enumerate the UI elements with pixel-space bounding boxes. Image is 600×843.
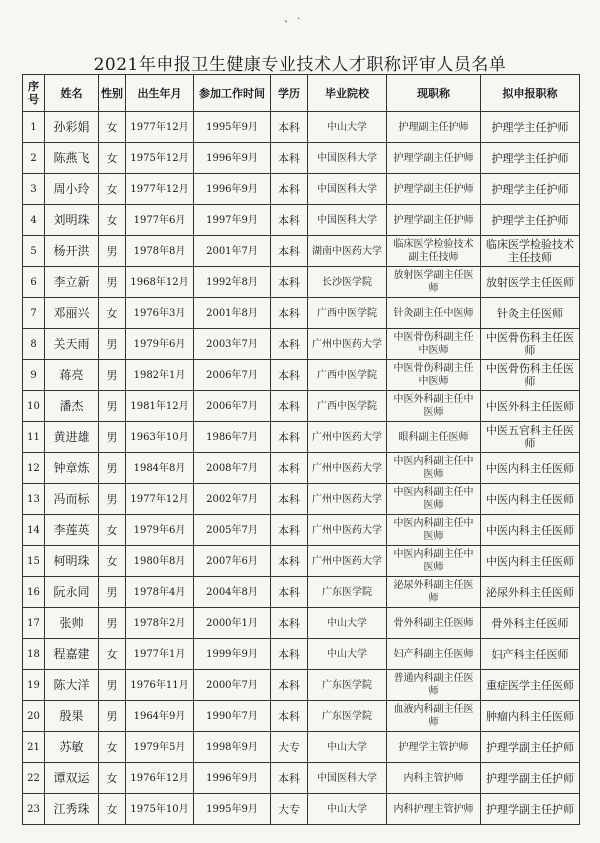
cell-no: 23 xyxy=(23,794,45,825)
personnel-table xyxy=(22,74,580,825)
cell-name: 谭双运 xyxy=(45,763,99,794)
cell-work-start: 2008年7月 xyxy=(194,453,271,484)
cell-education: 本科 xyxy=(271,360,308,391)
cell-name: 李莲英 xyxy=(45,515,99,546)
cell-no: 20 xyxy=(23,701,45,732)
cell-education: 本科 xyxy=(271,577,308,608)
cell-no: 10 xyxy=(23,391,45,422)
cell-birth: 1979年6月 xyxy=(126,329,194,360)
cell-no: 6 xyxy=(23,267,45,298)
cell-applied-title: 护理学主任护师 xyxy=(481,205,580,236)
cell-applied-title: 泌尿外科主任医师 xyxy=(481,577,580,608)
cell-work-start: 2003年7月 xyxy=(194,329,271,360)
cell-sex: 男 xyxy=(99,484,126,515)
cell-current-title: 泌尿外科副主任医师 xyxy=(387,577,481,608)
cell-no: 5 xyxy=(23,236,45,267)
cell-school: 广州中医药大学 xyxy=(308,546,387,577)
cell-current-title: 内科护理主管护师 xyxy=(387,794,481,825)
cell-current-title: 放射医学副主任医师 xyxy=(387,267,481,298)
cell-work-start: 1986年7月 xyxy=(194,422,271,453)
cell-applied-title: 护理学副主任护师 xyxy=(481,732,580,763)
table-row xyxy=(23,794,580,825)
cell-current-title: 骨外科副主任医师 xyxy=(387,608,481,639)
cell-no: 17 xyxy=(23,608,45,639)
cell-school: 广西中医学院 xyxy=(308,360,387,391)
cell-work-start: 2006年7月 xyxy=(194,391,271,422)
cell-sex: 女 xyxy=(99,143,126,174)
cell-no: 12 xyxy=(23,453,45,484)
cell-school: 中山大学 xyxy=(308,794,387,825)
cell-name: 杨开洪 xyxy=(45,236,99,267)
cell-name: 邓丽兴 xyxy=(45,298,99,329)
cell-education: 本科 xyxy=(271,546,308,577)
cell-sex: 女 xyxy=(99,298,126,329)
table-row xyxy=(23,453,580,484)
cell-sex: 男 xyxy=(99,267,126,298)
cell-applied-title: 中医骨伤科主任医师 xyxy=(481,360,580,391)
table-row xyxy=(23,515,580,546)
cell-current-title: 中医内科副主任中医师 xyxy=(387,453,481,484)
cell-school: 广州中医药大学 xyxy=(308,515,387,546)
cell-school: 广州中医药大学 xyxy=(308,329,387,360)
cell-work-start: 1996年9月 xyxy=(194,174,271,205)
cell-birth: 1982年1月 xyxy=(126,360,194,391)
cell-education: 本科 xyxy=(271,484,308,515)
header-row xyxy=(23,75,580,112)
cell-current-title: 中医骨伤科副主任中医师 xyxy=(387,360,481,391)
table-row xyxy=(23,143,580,174)
cell-current-title: 临床医学检验技术副主任技师 xyxy=(387,236,481,267)
cell-applied-title: 护理学主任护师 xyxy=(481,174,580,205)
cell-name: 潘杰 xyxy=(45,391,99,422)
cell-school: 广州中医药大学 xyxy=(308,422,387,453)
cell-birth: 1984年8月 xyxy=(126,453,194,484)
table-row xyxy=(23,701,580,732)
cell-applied-title: 中医内科主任医师 xyxy=(481,484,580,515)
page-mark: 、 · xyxy=(284,14,301,25)
cell-sex: 男 xyxy=(99,329,126,360)
cell-no: 7 xyxy=(23,298,45,329)
cell-education: 大专 xyxy=(271,794,308,825)
table-row xyxy=(23,608,580,639)
cell-work-start: 2005年7月 xyxy=(194,515,271,546)
cell-birth: 1977年12月 xyxy=(126,112,194,143)
cell-work-start: 2007年6月 xyxy=(194,546,271,577)
cell-applied-title: 重症医学主任医师 xyxy=(481,670,580,701)
table-row xyxy=(23,546,580,577)
cell-education: 本科 xyxy=(271,174,308,205)
table-body xyxy=(23,112,580,825)
cell-applied-title: 护理学副主任护师 xyxy=(481,763,580,794)
cell-current-title: 护理副主任护师 xyxy=(387,112,481,143)
cell-education: 本科 xyxy=(271,112,308,143)
table-row xyxy=(23,422,580,453)
cell-school: 中山大学 xyxy=(308,608,387,639)
cell-birth: 1977年12月 xyxy=(126,484,194,515)
cell-work-start: 1995年9月 xyxy=(194,112,271,143)
cell-current-title: 中医内科副主任中医师 xyxy=(387,484,481,515)
cell-current-title: 针灸副主任中医师 xyxy=(387,298,481,329)
cell-applied-title: 中医外科主任医师 xyxy=(481,391,580,422)
cell-no: 8 xyxy=(23,329,45,360)
cell-sex: 女 xyxy=(99,174,126,205)
table-row xyxy=(23,732,580,763)
cell-education: 本科 xyxy=(271,236,308,267)
cell-birth: 1981年12月 xyxy=(126,391,194,422)
cell-school: 湖南中医药大学 xyxy=(308,236,387,267)
header-applied-title: 拟申报职称 xyxy=(481,75,580,112)
cell-name: 陈大洋 xyxy=(45,670,99,701)
cell-sex: 男 xyxy=(99,453,126,484)
cell-education: 本科 xyxy=(271,670,308,701)
cell-current-title: 中医骨伤科副主任中医师 xyxy=(387,329,481,360)
cell-sex: 男 xyxy=(99,577,126,608)
cell-name: 柯明珠 xyxy=(45,546,99,577)
header-education: 学历 xyxy=(271,75,308,112)
cell-current-title: 护理学副主任护师 xyxy=(387,143,481,174)
cell-education: 本科 xyxy=(271,298,308,329)
cell-current-title: 中医内科副主任中医师 xyxy=(387,546,481,577)
cell-education: 本科 xyxy=(271,205,308,236)
cell-school: 广州中医药大学 xyxy=(308,453,387,484)
cell-current-title: 护理学副主任护师 xyxy=(387,205,481,236)
cell-work-start: 2000年7月 xyxy=(194,670,271,701)
cell-birth: 1976年11月 xyxy=(126,670,194,701)
cell-school: 中山大学 xyxy=(308,112,387,143)
cell-birth: 1963年10月 xyxy=(126,422,194,453)
cell-name: 张帅 xyxy=(45,608,99,639)
cell-no: 22 xyxy=(23,763,45,794)
header-work-start: 参加工作时间 xyxy=(194,75,271,112)
cell-birth: 1979年5月 xyxy=(126,732,194,763)
cell-current-title: 眼科副主任医师 xyxy=(387,422,481,453)
cell-sex: 女 xyxy=(99,639,126,670)
table-row xyxy=(23,391,580,422)
cell-education: 本科 xyxy=(271,763,308,794)
table-row xyxy=(23,267,580,298)
cell-work-start: 1992年8月 xyxy=(194,267,271,298)
cell-education: 本科 xyxy=(271,267,308,298)
cell-birth: 1976年3月 xyxy=(126,298,194,329)
cell-no: 15 xyxy=(23,546,45,577)
cell-sex: 男 xyxy=(99,391,126,422)
cell-work-start: 1990年7月 xyxy=(194,701,271,732)
cell-applied-title: 骨外科主任医师 xyxy=(481,608,580,639)
cell-applied-title: 中医五官科主任医师 xyxy=(481,422,580,453)
cell-no: 18 xyxy=(23,639,45,670)
cell-name: 关天雨 xyxy=(45,329,99,360)
cell-no: 9 xyxy=(23,360,45,391)
header-current-title: 现职称 xyxy=(387,75,481,112)
cell-birth: 1977年12月 xyxy=(126,174,194,205)
cell-sex: 男 xyxy=(99,422,126,453)
cell-current-title: 护理学主管护师 xyxy=(387,732,481,763)
cell-no: 2 xyxy=(23,143,45,174)
cell-sex: 女 xyxy=(99,515,126,546)
cell-work-start: 2006年7月 xyxy=(194,360,271,391)
cell-name: 阮永同 xyxy=(45,577,99,608)
cell-school: 中国医科大学 xyxy=(308,763,387,794)
cell-birth: 1968年12月 xyxy=(126,267,194,298)
cell-education: 大专 xyxy=(271,732,308,763)
cell-birth: 1975年10月 xyxy=(126,794,194,825)
cell-applied-title: 护理学主任护师 xyxy=(481,143,580,174)
cell-school: 中国医科大学 xyxy=(308,174,387,205)
cell-sex: 男 xyxy=(99,701,126,732)
cell-education: 本科 xyxy=(271,515,308,546)
cell-no: 13 xyxy=(23,484,45,515)
cell-work-start: 1995年9月 xyxy=(194,794,271,825)
cell-birth: 1975年12月 xyxy=(126,143,194,174)
cell-name: 江秀珠 xyxy=(45,794,99,825)
cell-school: 中国医科大学 xyxy=(308,205,387,236)
table-row xyxy=(23,763,580,794)
header-school: 毕业院校 xyxy=(308,75,387,112)
table-row xyxy=(23,484,580,515)
table-row xyxy=(23,577,580,608)
cell-sex: 女 xyxy=(99,794,126,825)
cell-current-title: 中医内科副主任中医师 xyxy=(387,515,481,546)
cell-sex: 男 xyxy=(99,360,126,391)
cell-sex: 女 xyxy=(99,205,126,236)
cell-birth: 1980年8月 xyxy=(126,546,194,577)
cell-applied-title: 中医骨伤科主任医师 xyxy=(481,329,580,360)
cell-current-title: 普通内科副主任医师 xyxy=(387,670,481,701)
table-row xyxy=(23,298,580,329)
cell-name: 李立新 xyxy=(45,267,99,298)
cell-applied-title: 肿瘤内科主任医师 xyxy=(481,701,580,732)
header-birth: 出生年月 xyxy=(126,75,194,112)
cell-name: 孙彩娟 xyxy=(45,112,99,143)
cell-applied-title: 妇产科主任医师 xyxy=(481,639,580,670)
cell-school: 广东医学院 xyxy=(308,670,387,701)
cell-no: 11 xyxy=(23,422,45,453)
cell-school: 广西中医学院 xyxy=(308,298,387,329)
cell-school: 广西中医学院 xyxy=(308,391,387,422)
cell-school: 中山大学 xyxy=(308,732,387,763)
table-row xyxy=(23,174,580,205)
cell-applied-title: 中医内科主任医师 xyxy=(481,546,580,577)
cell-work-start: 2001年7月 xyxy=(194,236,271,267)
header-sex: 性别 xyxy=(99,75,126,112)
cell-birth: 1976年12月 xyxy=(126,763,194,794)
cell-no: 3 xyxy=(23,174,45,205)
cell-applied-title: 中医内科主任医师 xyxy=(481,515,580,546)
cell-birth: 1977年1月 xyxy=(126,639,194,670)
cell-sex: 男 xyxy=(99,608,126,639)
cell-work-start: 1996年9月 xyxy=(194,143,271,174)
cell-education: 本科 xyxy=(271,391,308,422)
cell-no: 21 xyxy=(23,732,45,763)
cell-school: 广州中医药大学 xyxy=(308,484,387,515)
cell-applied-title: 中医内科主任医师 xyxy=(481,453,580,484)
header-name: 姓名 xyxy=(45,75,99,112)
cell-applied-title: 放射医学主任医师 xyxy=(481,267,580,298)
cell-name: 苏敏 xyxy=(45,732,99,763)
cell-work-start: 1996年9月 xyxy=(194,763,271,794)
cell-no: 4 xyxy=(23,205,45,236)
table-row xyxy=(23,360,580,391)
cell-birth: 1978年2月 xyxy=(126,608,194,639)
cell-current-title: 内科主管护师 xyxy=(387,763,481,794)
cell-school: 广东医学院 xyxy=(308,577,387,608)
cell-birth: 1978年8月 xyxy=(126,236,194,267)
header-no: 序号 xyxy=(23,75,45,112)
table-row xyxy=(23,329,580,360)
cell-work-start: 1999年9月 xyxy=(194,639,271,670)
cell-work-start: 1998年9月 xyxy=(194,732,271,763)
cell-sex: 女 xyxy=(99,546,126,577)
cell-current-title: 中医外科副主任中医师 xyxy=(387,391,481,422)
cell-no: 16 xyxy=(23,577,45,608)
table-row xyxy=(23,112,580,143)
cell-education: 本科 xyxy=(271,422,308,453)
cell-sex: 男 xyxy=(99,670,126,701)
cell-school: 中山大学 xyxy=(308,639,387,670)
cell-education: 本科 xyxy=(271,701,308,732)
cell-education: 本科 xyxy=(271,608,308,639)
cell-name: 刘明珠 xyxy=(45,205,99,236)
cell-education: 本科 xyxy=(271,639,308,670)
cell-work-start: 1997年9月 xyxy=(194,205,271,236)
cell-applied-title: 护理学主任护师 xyxy=(481,112,580,143)
cell-no: 19 xyxy=(23,670,45,701)
cell-name: 黄进雄 xyxy=(45,422,99,453)
cell-work-start: 2000年1月 xyxy=(194,608,271,639)
cell-work-start: 2004年8月 xyxy=(194,577,271,608)
cell-sex: 女 xyxy=(99,763,126,794)
cell-no: 14 xyxy=(23,515,45,546)
cell-education: 本科 xyxy=(271,143,308,174)
cell-current-title: 护理学副主任护师 xyxy=(387,174,481,205)
cell-sex: 男 xyxy=(99,236,126,267)
cell-name: 殷果 xyxy=(45,701,99,732)
table-row xyxy=(23,639,580,670)
cell-no: 1 xyxy=(23,112,45,143)
cell-name: 钟章炼 xyxy=(45,453,99,484)
cell-name: 周小玲 xyxy=(45,174,99,205)
cell-current-title: 妇产科副主任医师 xyxy=(387,639,481,670)
cell-work-start: 2001年8月 xyxy=(194,298,271,329)
table-row xyxy=(23,236,580,267)
cell-applied-title: 临床医学检验技术主任技师 xyxy=(481,236,580,267)
cell-birth: 1978年4月 xyxy=(126,577,194,608)
cell-applied-title: 针灸主任医师 xyxy=(481,298,580,329)
cell-birth: 1979年6月 xyxy=(126,515,194,546)
cell-name: 陈燕飞 xyxy=(45,143,99,174)
cell-work-start: 2002年7月 xyxy=(194,484,271,515)
cell-sex: 女 xyxy=(99,732,126,763)
cell-school: 中国医科大学 xyxy=(308,143,387,174)
cell-school: 长沙医学院 xyxy=(308,267,387,298)
cell-school: 广东医学院 xyxy=(308,701,387,732)
table-row xyxy=(23,670,580,701)
cell-birth: 1964年9月 xyxy=(126,701,194,732)
cell-name: 冯而标 xyxy=(45,484,99,515)
cell-applied-title: 护理学副主任护师 xyxy=(481,794,580,825)
document-title: 2021年申报卫生健康专业技术人才职称评审人员名单 xyxy=(93,55,507,75)
table-row xyxy=(23,205,580,236)
cell-name: 程嘉建 xyxy=(45,639,99,670)
cell-current-title: 血液内科副主任医师 xyxy=(387,701,481,732)
cell-name: 蒋亮 xyxy=(45,360,99,391)
cell-education: 本科 xyxy=(271,453,308,484)
cell-birth: 1977年6月 xyxy=(126,205,194,236)
cell-sex: 女 xyxy=(99,112,126,143)
cell-education: 本科 xyxy=(271,329,308,360)
